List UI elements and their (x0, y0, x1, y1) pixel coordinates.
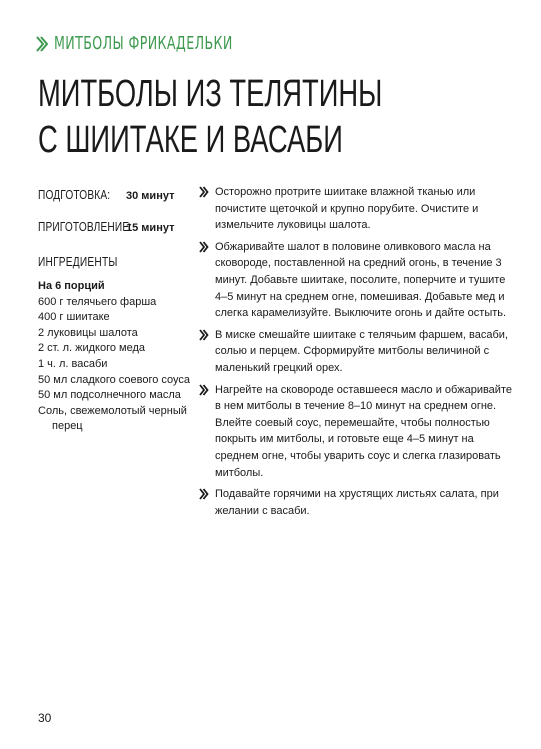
chevron-right-icon (199, 329, 209, 341)
ingredient-item: 50 мл подсолнечного масла (38, 389, 181, 402)
chevron-right-icon (36, 36, 48, 52)
prep-time (38, 188, 208, 203)
step-item (199, 486, 519, 519)
cook-time-label: ПРИГОТОВЛЕНИЕ: (38, 219, 133, 234)
recipe-title-line-1: МИТБОЛЫ ИЗ ТЕЛЯТИНЫ (38, 73, 383, 115)
ingredient-item: 1 ч. л. васаби (38, 357, 108, 370)
chevron-right-icon (199, 241, 209, 253)
ingredients-block (38, 279, 208, 435)
ingredient-item: 600 г телячьего фарша (38, 295, 157, 308)
section-header (36, 33, 283, 55)
chevron-right-icon (199, 488, 209, 500)
step-item (199, 239, 519, 322)
step-text: Подавайте горячими на хрустящих листьях салата, при желании с васаби. (215, 488, 499, 517)
cook-time-value: 15 минут (126, 222, 175, 234)
step-item (199, 382, 519, 482)
cook-time (38, 220, 208, 235)
ingredient-item: Соль, свежемолотый черный перец (38, 404, 187, 433)
recipe-title (38, 71, 518, 163)
steps-list (199, 184, 519, 524)
prep-time-value: 30 минут (126, 190, 175, 202)
ingredients-heading: ИНГРЕДИЕНТЫ (38, 254, 118, 269)
step-item (199, 184, 519, 234)
step-text: В миске смешайте шиитаке с телячьим фаршем, васаби, солью и перцем. Сформируйте митболы величиной с маленький грецкий орех. (215, 328, 509, 374)
chevron-right-icon (199, 384, 209, 396)
ingredient-item: 50 мл сладкого соевого соуса (38, 373, 191, 386)
ingredient-item: 2 ст. л. жидкого меда (38, 342, 146, 355)
ingredient-item: 400 г шиитаке (38, 311, 110, 324)
page-number: 30 (38, 711, 52, 725)
ingredients-list (38, 295, 208, 435)
section-title: МИТБОЛЫ ФРИКАДЕЛЬКИ (54, 33, 233, 54)
step-text: Осторожно протрите шиитаке влажной тканью или почистите щеточкой и крупно порубите. Очистите и измельчите луковицы шалота. (215, 186, 479, 232)
portions: На 6 порций (38, 280, 105, 292)
step-item (199, 327, 519, 377)
prep-time-label: ПОДГОТОВКА: (38, 187, 111, 202)
step-text: Обжаривайте шалот в половине оливкового масла на сковороде, поставленной на средний огонь, в течение 3 минут. Добавьте шиитаке, посолите, поперчите и тушите 4–5 минут на среднем огне, помешивая. Добавьте мед и слегка карамелизуйте. Выключите огонь и дайте остыть. (215, 240, 507, 320)
ingredient-item: 2 луковицы шалота (38, 326, 138, 339)
recipe-title-line-2: С ШИИТАКЕ И ВАСАБИ (38, 119, 343, 161)
step-text: Нагрейте на сковороде оставшееся масло и обжаривайте в нем митболы в течение 8–10 минут на среднем огне. Влейте соевый соус, перемешайте, чтобы полностью покрыть им митболы, и готовьте еще 4–5 минут на среднем огне, чтобы уварить соус и слегка глазировать митболы. (215, 383, 512, 479)
chevron-right-icon (199, 186, 209, 198)
